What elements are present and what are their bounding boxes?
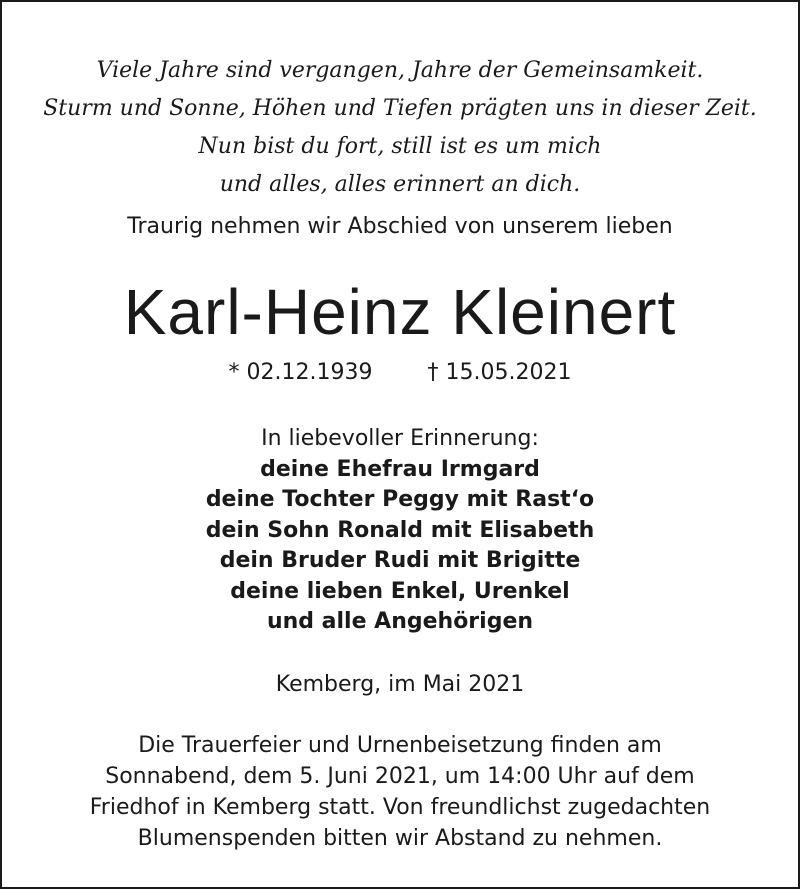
mourner-line: deine Ehefrau Irmgard (260, 456, 540, 482)
mourners-list (2, 424, 798, 638)
notice-line: Blumenspenden bitten wir Abstand zu nehmen. (137, 826, 663, 851)
poem-line: Nun bist du fort, still ist es um mich (198, 134, 602, 159)
poem (2, 52, 798, 204)
notice-line: Sonnabend, dem 5. Juni 2021, um 14:00 Uhr auf dem (105, 764, 695, 789)
intro-text: Traurig nehmen wir Abschied von unserem lieben (127, 214, 673, 239)
place-and-date: Kemberg, im Mai 2021 (275, 672, 525, 697)
deceased-name: Karl-Heinz Kleinert (123, 276, 677, 348)
mourner-line: dein Sohn Ronald mit Elisabeth (205, 517, 595, 543)
poem-line: Sturm und Sonne, Höhen und Tiefen prägten uns in dieser Zeit. (43, 96, 757, 121)
mourner-line: deine lieben Enkel, Urenkel (230, 578, 570, 604)
life-dates (2, 358, 798, 388)
notice-line: Friedhof in Kemberg statt. Von freundlichst zugedachten (89, 795, 711, 820)
poem-line: und alles, alles erinnert an dich. (219, 172, 581, 197)
birth-date: * 02.12.1939 (228, 360, 373, 385)
memory-lead: In liebevoller Erinnerung: (261, 426, 539, 451)
mourner-line: dein Bruder Rudi mit Brigitte (219, 548, 581, 573)
notice-line: Die Trauerfeier und Urnenbeisetzung finden am (138, 733, 662, 758)
mourner-line: deine Tochter Peggy mit Rast‘o (205, 487, 595, 512)
mourner-line: und alle Angehörigen (266, 609, 534, 634)
death-date: † 15.05.2021 (427, 360, 572, 385)
poem-line: Viele Jahre sind vergangen, Jahre der Gemeinsamkeit. (96, 58, 704, 83)
funeral-notice (2, 730, 798, 854)
